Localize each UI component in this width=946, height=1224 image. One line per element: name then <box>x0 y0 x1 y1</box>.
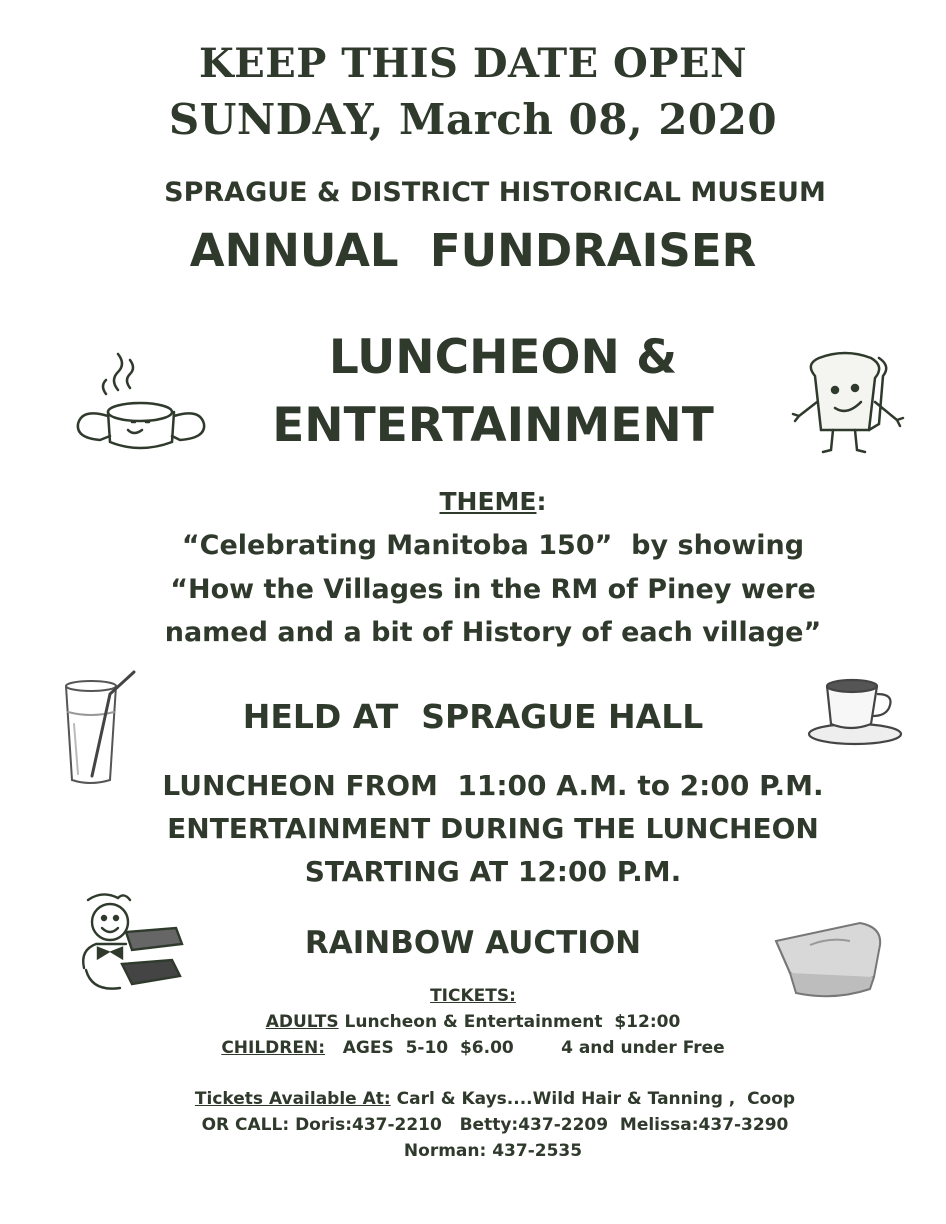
available-outlets: Carl & Kays....Wild Hair & Tanning , Coop <box>390 1089 796 1109</box>
schedule-line-3: STARTING AT 12:00 P.M. <box>304 855 682 888</box>
auction-heading: RAINBOW AUCTION <box>304 925 642 961</box>
available-label: Tickets Available At: <box>194 1089 391 1109</box>
venue-heading: HELD AT SPRAGUE HALL <box>242 697 704 736</box>
museum-name: SPRAGUE & DISTRICT HISTORICAL MUSEUM <box>164 177 826 208</box>
adults-label: ADULTS <box>265 1012 339 1032</box>
keep-date-heading: KEEP THIS DATE OPEN <box>198 40 747 87</box>
theme-line-1: “Celebrating Manitoba 150” by showing <box>181 530 805 561</box>
call-line: OR CALL: Doris:437-2210 Betty:437-2209 Melissa:437-3290 <box>201 1115 789 1135</box>
children-ticket-line <box>0 1038 946 1058</box>
theme-heading: THEME <box>439 487 537 516</box>
children-price: AGES 5-10 $6.00 4 and under Free <box>325 1038 725 1058</box>
children-label: CHILDREN: <box>221 1038 326 1058</box>
schedule-line-1: LUNCHEON FROM 11:00 A.M. to 2:00 P.M. <box>162 769 824 802</box>
luncheon-heading: LUNCHEON & <box>328 330 678 385</box>
toast-character-icon <box>785 350 910 460</box>
theme-line-3: named and a bit of History of each village” <box>164 617 822 648</box>
adult-ticket-line <box>0 1012 946 1032</box>
fundraiser-title: ANNUAL FUNDRAISER <box>189 224 757 277</box>
theme-colon: : <box>536 487 547 516</box>
schedule-line-2: ENTERTAINMENT DURING THE LUNCHEON <box>167 812 819 845</box>
norman-line: Norman: 437-2535 <box>403 1141 583 1161</box>
entertainment-heading: ENTERTAINMENT <box>272 398 714 453</box>
theme-line-2: “How the Villages in the RM of Piney were <box>170 574 816 605</box>
cooking-pot-icon <box>70 350 210 455</box>
theme-label <box>20 487 946 516</box>
ticket-outlets-line <box>22 1089 946 1109</box>
event-date-heading: SUNDAY, March 08, 2020 <box>168 95 778 144</box>
adults-price: Luncheon & Entertainment $12:00 <box>338 1012 681 1032</box>
tickets-heading: TICKETS: <box>430 986 516 1006</box>
